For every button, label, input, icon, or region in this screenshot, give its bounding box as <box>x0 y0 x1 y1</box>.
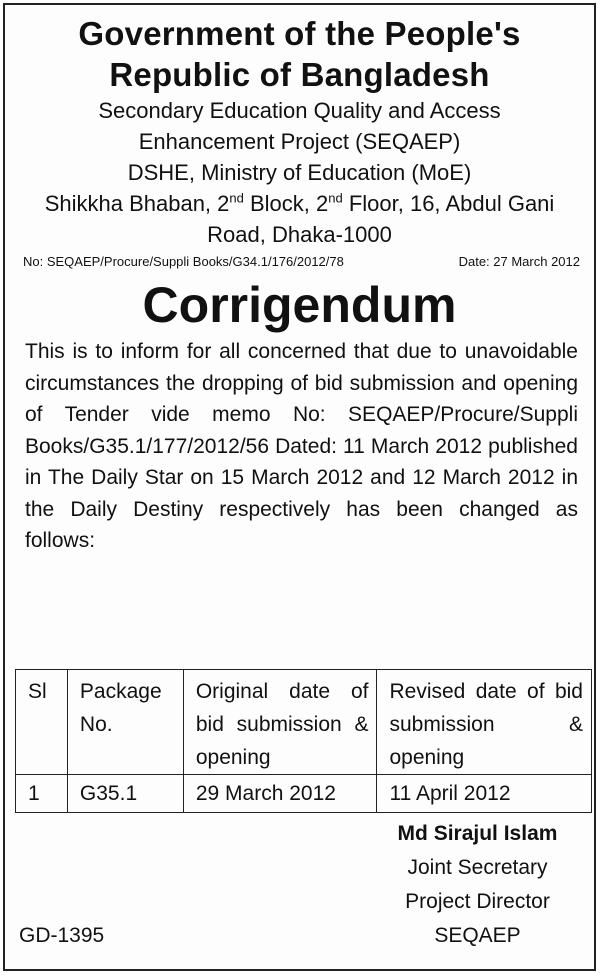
title-line-2: Republic of Bangladesh <box>109 56 490 93</box>
signatory-name: Md Sirajul Islam <box>397 822 558 845</box>
signatory-title-1: Joint Secretary <box>407 856 548 879</box>
memo-number: No: SEQAEP/Procure/Suppli Books/G34.1/176/2012/78 <box>23 254 344 269</box>
header-original-date: Original date of bid submission & opening <box>183 670 377 775</box>
cell-original-date: 29 March 2012 <box>183 775 377 813</box>
cell-sl: 1 <box>16 775 68 813</box>
signatory-block <box>365 817 590 953</box>
notice-heading: Corrigendum <box>142 277 457 333</box>
table-row <box>16 775 592 813</box>
cell-package-no: G35.1 <box>67 775 183 813</box>
project-name-line-2: Enhancement Project (SEQAEP) <box>138 129 461 154</box>
ad-code: GD-1395 <box>19 924 105 947</box>
corrigendum-notice <box>3 3 596 971</box>
notice-body: This is to inform for all concerned that due to unavoidable circumstances the dropping of bid submission and opening of Tender vide memo No: SEQAEP/Procure/Suppli Books/G35.1/177/2012/56 Dated: 11 March 2012 published in The Daily Star on 15 March 2012 and 12 March 2012 in the Daily Destiny respectively has been changed as follows: <box>25 340 578 552</box>
header-sl: Sl <box>16 670 68 775</box>
memo-date: Date: 27 March 2012 <box>458 254 580 269</box>
government-title <box>5 13 594 95</box>
reference-row <box>5 250 594 270</box>
ministry-line: DSHE, Ministry of Education (MoE) <box>127 160 472 185</box>
title-line-1: Government of the People's <box>78 15 521 52</box>
table-header-row <box>16 670 592 775</box>
notice-header <box>5 13 594 250</box>
address-line-1: Shikkha Bhaban, 2nd Block, 2nd Floor, 16, Abdul Gani <box>44 190 555 216</box>
header-revised-date: Revised date of bid submission & opening <box>377 670 592 775</box>
project-name-line-1: Secondary Education Quality and Access <box>98 98 501 123</box>
address-line-2: Road, Dhaka-1000 <box>207 222 392 247</box>
signatory-title-2: Project Director <box>405 890 550 913</box>
header-package-no: Package No. <box>67 670 183 775</box>
cell-revised-date: 11 April 2012 <box>377 775 592 813</box>
schedule-table <box>15 669 592 813</box>
signatory-org: SEQAEP <box>434 924 521 947</box>
